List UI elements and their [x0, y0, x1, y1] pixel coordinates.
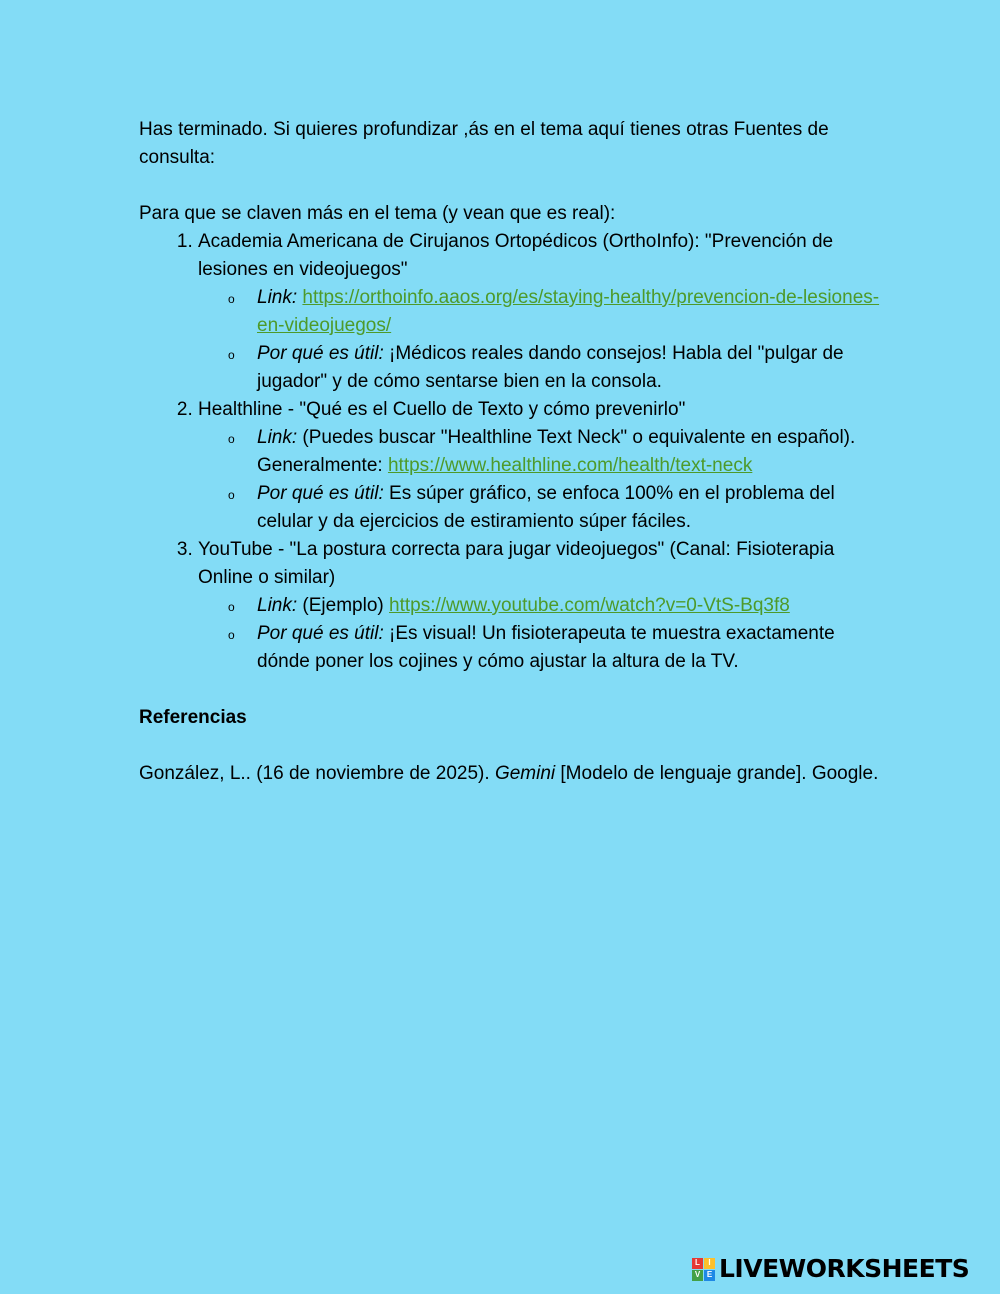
spacer — [139, 172, 889, 200]
circle-bullet-icon: o — [228, 600, 235, 614]
liveworksheets-logo — [692, 1255, 969, 1283]
spacer — [139, 676, 889, 704]
source-item-orthoinfo — [198, 228, 889, 396]
sources-list — [139, 228, 889, 676]
source-details — [198, 592, 889, 676]
orthoinfo-link[interactable]: https://orthoinfo.aaos.org/es/staying-healthy/prevencion-de-lesiones-en-videojuegos/ — [257, 287, 880, 336]
references-heading: Referencias — [139, 707, 247, 728]
why-label: Por qué es útil: — [257, 343, 384, 364]
why-label: Por qué es útil: — [257, 623, 384, 644]
logo-grid-icon — [692, 1258, 715, 1281]
circle-bullet-icon: o — [228, 628, 235, 642]
source-title: YouTube - "La postura correcta para jugar videojuegos" (Canal: Fisioterapia Online o similar) — [198, 539, 835, 588]
list-intro: Para que se claven más en el tema (y vean que es real): — [139, 203, 616, 224]
circle-bullet-icon: o — [228, 488, 235, 502]
source-item-healthline — [198, 396, 889, 536]
source-why-row — [228, 620, 889, 676]
source-title: Academia Americana de Cirujanos Ortopédicos (OrthoInfo): "Prevención de lesiones en videojuegos" — [198, 231, 834, 280]
source-item-youtube — [198, 536, 889, 676]
reference-author-date: González, L.. (16 de noviembre de 2025). — [139, 763, 490, 784]
reference-work-title: Gemini — [494, 763, 556, 784]
source-link-row — [228, 592, 889, 620]
source-details — [198, 424, 889, 536]
logo-text: LIVEWORKSHEETS — [719, 1254, 970, 1283]
source-why-row — [228, 340, 889, 396]
youtube-link[interactable]: https://www.youtube.com/watch?v=0-VtS-Bq3f8 — [389, 595, 790, 616]
circle-bullet-icon: o — [228, 432, 235, 446]
why-label: Por qué es útil: — [257, 483, 384, 504]
reference-entry — [139, 760, 889, 788]
intro-paragraph: Has terminado. Si quieres profundizar ,ás en el tema aquí tienes otras Fuentes de consulta: — [139, 119, 829, 168]
why-text: Es súper gráfico, se enfoca 100% en el problema del celular y da ejercicios de estiramiento súper fáciles. — [257, 483, 835, 532]
why-text: ¡Es visual! Un fisioterapeuta te muestra exactamente dónde poner los cojines y cómo ajustar la altura de la TV. — [257, 623, 835, 672]
link-label: Link: — [257, 427, 298, 448]
source-why-row — [228, 480, 889, 536]
source-link-row — [228, 424, 889, 480]
link-label: Link: — [257, 287, 298, 308]
link-label: Link: — [257, 595, 298, 616]
logo-cell: E — [704, 1270, 715, 1281]
link-prefix: (Ejemplo) — [302, 595, 384, 616]
circle-bullet-icon: o — [228, 348, 235, 362]
source-title: Healthline - "Qué es el Cuello de Texto y cómo prevenirlo" — [198, 399, 686, 420]
logo-cell: V — [692, 1270, 703, 1281]
spacer — [139, 732, 889, 760]
link-prefix: (Puedes buscar "Healthline Text Neck" o equivalente en español). Generalmente: — [257, 427, 856, 476]
reference-description: [Modelo de lenguaje grande]. Google. — [560, 763, 879, 784]
logo-cell: I — [704, 1258, 715, 1269]
why-text: ¡Médicos reales dando consejos! Habla del "pulgar de jugador" y de cómo sentarse bien en la consola. — [257, 343, 844, 392]
logo-cell: L — [692, 1258, 703, 1269]
healthline-link[interactable]: https://www.healthline.com/health/text-neck — [387, 455, 753, 476]
source-link-row — [228, 284, 889, 340]
document-body — [139, 116, 889, 788]
circle-bullet-icon: o — [228, 292, 235, 306]
source-details — [198, 284, 889, 396]
